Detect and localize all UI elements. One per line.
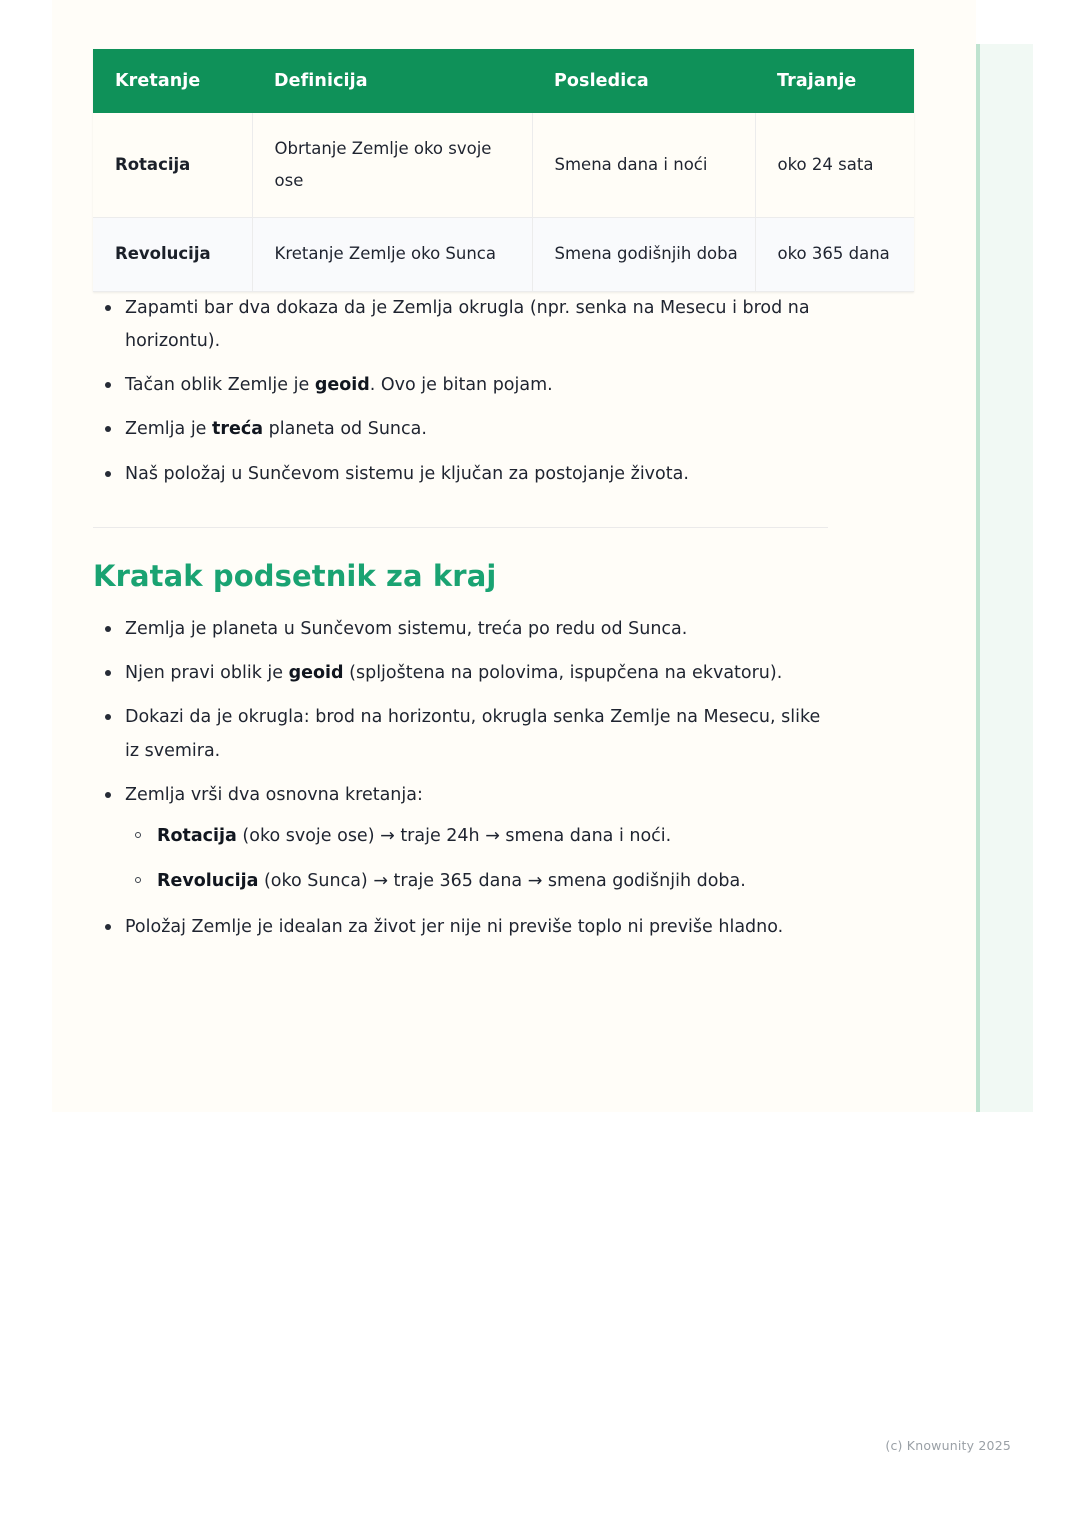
list-item (93, 657, 828, 690)
table-body (93, 113, 914, 291)
list-item (93, 911, 828, 944)
right-accent-stripe (976, 44, 980, 1112)
list-item (93, 292, 828, 359)
list-item (93, 779, 828, 899)
table-header (93, 49, 914, 113)
sub-list-item-text: (oko svoje ose) → traje 24h → smena dana i noći. (236, 826, 672, 847)
cell-definicija: Kretanje Zemlje oko Sunca (252, 218, 532, 291)
list-item-text: Zemlja je planeta u Sunčevom sistemu, treća po redu od Sunca. (125, 618, 688, 639)
page-title: Kratak podsetnik za kraj (93, 558, 497, 593)
cell-trajanje: oko 24 sata (755, 113, 914, 218)
list-item-text: Položaj Zemlje je idealan za život jer nije ni previše toplo ni previše hladno. (125, 916, 784, 937)
list-item-emphasis: geoid (314, 375, 370, 396)
list-item-text: Naš položaj u Sunčevom sistemu je ključan za postojanje života. (125, 463, 689, 484)
sub-list-item (125, 820, 828, 853)
cell-posledica: Smena godišnjih doba (532, 218, 755, 291)
right-accent-panel (976, 44, 1033, 1112)
movement-table (93, 49, 914, 292)
list-item-emphasis: geoid (288, 663, 344, 684)
list-item (93, 413, 828, 446)
list-item-text: Zemlja je (125, 419, 213, 440)
document-body (93, 0, 890, 955)
list-item (93, 701, 828, 768)
table-row (93, 113, 914, 218)
list-item-text: Njen pravi oblik je (125, 663, 289, 684)
list-item-text-tail: planeta od Sunca. (263, 419, 427, 440)
cell-posledica: Smena dana i noći (532, 113, 755, 218)
column-header-kretanje: Kretanje (93, 49, 252, 113)
sub-list-item-text: (oko Sunca) → traje 365 dana → smena godišnjih doba. (258, 871, 746, 892)
list-item-emphasis: treća (212, 419, 264, 440)
column-header-posledica: Posledica (532, 49, 755, 113)
column-header-definicija: Definicija (252, 49, 532, 113)
cell-definicija: Obrtanje Zemlje oko svoje ose (252, 113, 532, 218)
table-row (93, 218, 914, 291)
sub-list-item-emphasis: Rotacija (157, 826, 237, 847)
cell-kretanje: Rotacija (93, 113, 252, 218)
list-item-text-tail: . Ovo je bitan pojam. (369, 375, 553, 396)
cell-kretanje: Revolucija (93, 218, 252, 291)
section-divider (93, 527, 828, 528)
cell-trajanje: oko 365 dana (755, 218, 914, 291)
sub-list-item-emphasis: Revolucija (157, 871, 259, 892)
list-item-text: Zemlja vrši dva osnovna kretanja: (125, 784, 423, 805)
movement-table-wrapper (93, 49, 890, 292)
movements-sub-list (125, 820, 828, 899)
column-header-trajanje: Trajanje (755, 49, 914, 113)
summary-list (93, 613, 828, 944)
list-item-text-tail: (spljoštena na polovima, ispupčena na ekvatoru). (343, 663, 783, 684)
list-item (93, 458, 828, 491)
list-item-text: Dokazi da je okrugla: brod na horizontu, okrugla senka Zemlje na Mesecu, slike iz svemira. (125, 707, 821, 761)
sub-list-item (125, 865, 828, 898)
list-item (93, 369, 828, 402)
notes-list (93, 292, 828, 491)
table-header-row (93, 49, 914, 113)
list-item-text: Zapamti bar dva dokaza da je Zemlja okrugla (npr. senka na Mesecu i brod na horizontu). (125, 297, 810, 351)
list-item (93, 613, 828, 646)
list-item-text: Tačan oblik Zemlje je (125, 375, 315, 396)
footer-copyright: (c) Knowunity 2025 (885, 1438, 1011, 1453)
